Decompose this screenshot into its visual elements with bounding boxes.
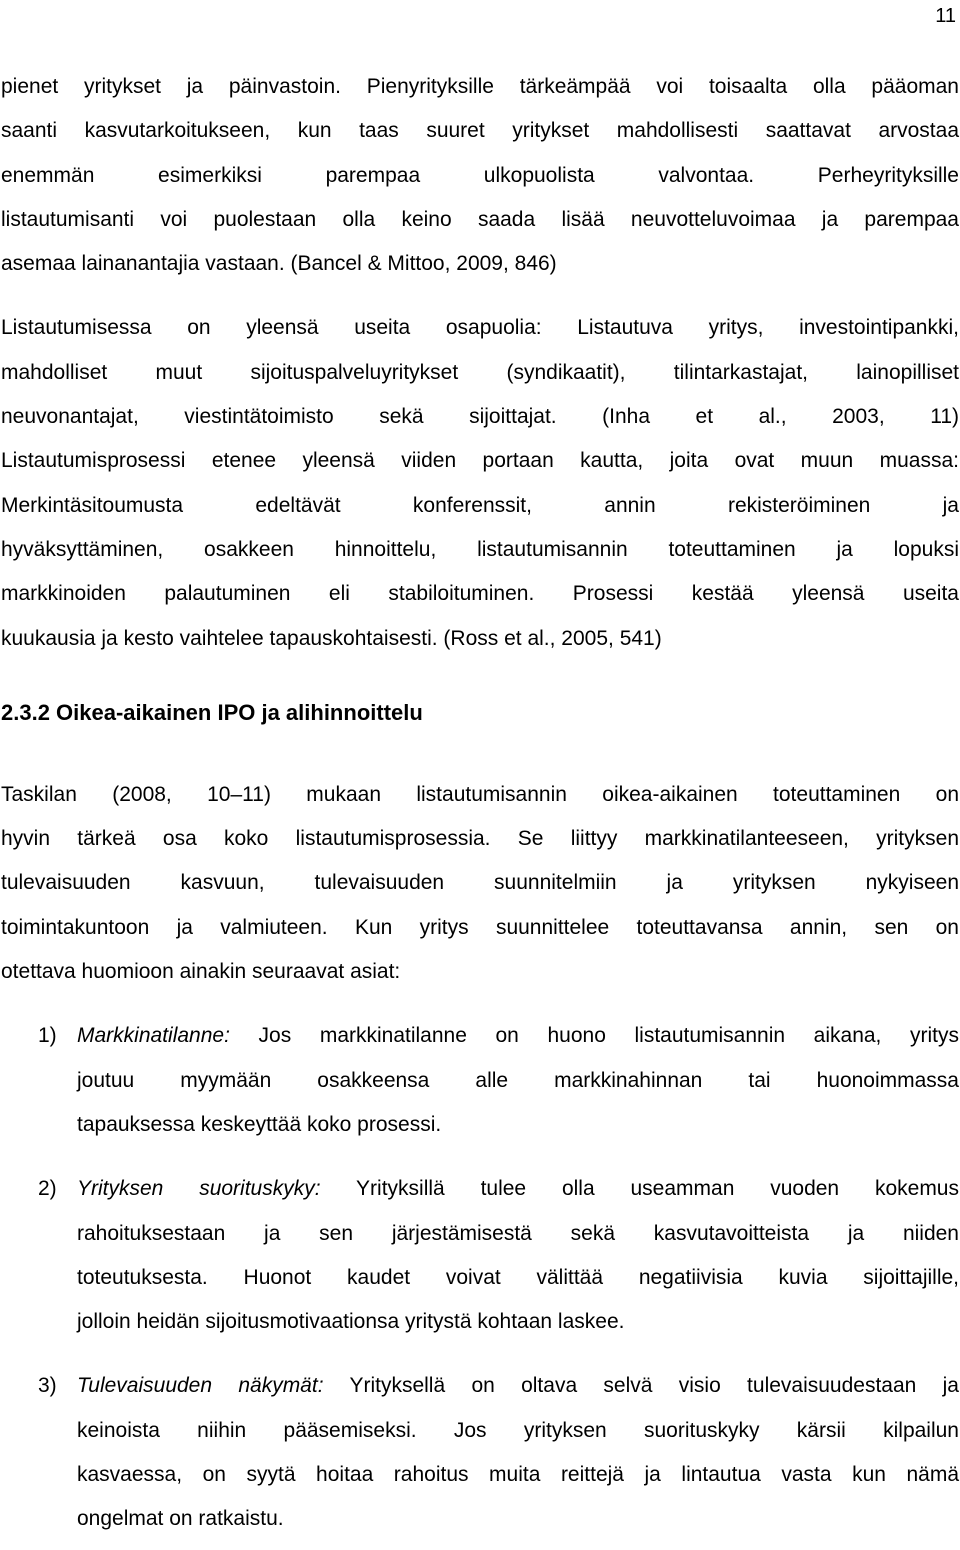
text-line: joutuu myymään osakkeensa alle markkinahinnan tai huonoimmassa [77, 1068, 959, 1092]
page-content [1, 65, 959, 1542]
list-text: Jos markkinatilanne on huono listautumisannin aikana, yritys [258, 1024, 959, 1048]
text-line [77, 1167, 959, 1211]
list-spacer [1, 1344, 959, 1364]
list-number: 1) [38, 1024, 57, 1048]
paragraph-spacer [1, 661, 959, 691]
paragraph-timing [1, 773, 959, 994]
text-line: Listautumisprosessi etenee yleensä viiden portaan kautta, joita ovat muun muassa: [1, 449, 959, 473]
text-line: rahoituksestaan ja sen järjestämisestä sekä kasvutavoitteista ja niiden [77, 1221, 959, 1245]
text-line: saanti kasvutarkoitukseen, kun taas suuret yritykset mahdollisesti saattavat arvostaa [1, 119, 959, 143]
page-number: 11 [935, 5, 956, 27]
text-line: markkinoiden palautuminen eli stabiloituminen. Prosessi kestää yleensä useita [1, 582, 959, 606]
list-term: Markkinatilanne: [77, 1024, 230, 1048]
text-line: asemaa lainanantajia vastaan. (Bancel & Mittoo, 2009, 846) [1, 252, 557, 276]
numbered-list [1, 1014, 959, 1541]
list-item-market-situation [1, 1014, 959, 1147]
text-line: keinoista niihin pääsemiseksi. Jos yrityksen suorituskyky kärsii kilpailun [77, 1418, 959, 1442]
list-item-future-outlook [1, 1364, 959, 1541]
text-line: hyväksyttäminen, osakkeen hinnoittelu, listautumisannin toteuttaminen ja lopuksi [1, 537, 959, 561]
section-heading: 2.3.2 Oikea-aikainen IPO ja alihinnoittelu [1, 699, 423, 725]
text-line: neuvonantajat, viestintätoimisto sekä sijoittajat. (Inha et al., 2003, 11) [1, 405, 959, 429]
text-line: tapauksessa keskeyttää koko prosessi. [77, 1112, 442, 1136]
text-line: Merkintäsitoumusta edeltävät konferenssit, annin rekisteröiminen ja [1, 493, 959, 517]
paragraph-spacer [1, 994, 959, 1014]
text-line: enemmän esimerkiksi parempaa ulkopuolista valvontaa. Perheyrityksille [1, 163, 959, 187]
text-line [77, 1014, 959, 1058]
text-line: pienet yritykset ja päinvastoin. Pienyrityksille tärkeämpää voi toisaalta olla pääoman [1, 75, 959, 98]
text-line [77, 1364, 959, 1408]
text-line: toteutuksesta. Huonot kaudet voivat välittää negatiivisia kuvia sijoittajille, [77, 1265, 959, 1289]
list-term: Yrityksen suorituskyky: [77, 1177, 321, 1201]
list-item-company-performance [1, 1167, 959, 1344]
text-line: ongelmat on ratkaistu. [77, 1507, 284, 1531]
text-line: Listautumisessa on yleensä useita osapuolia: Listautuva yritys, investointipankki, [1, 316, 959, 340]
list-term: Tulevaisuuden näkymät: [77, 1374, 324, 1398]
paragraph-spacer [1, 286, 959, 306]
paragraph-ipo-parties [1, 306, 959, 660]
text-line: Taskilan (2008, 10–11) mukaan listautumisannin oikea-aikainen toteuttaminen on [1, 782, 959, 806]
list-text: Yrityksellä on oltava selvä visio tulevaisuudestaan ja [349, 1374, 959, 1398]
list-number: 3) [38, 1374, 57, 1398]
text-line: mahdolliset muut sijoituspalveluyritykset (syndikaatit), tilintarkastajat, lainopilliset [1, 360, 959, 384]
text-line: listautumisanti voi puolestaan olla keino saada lisää neuvotteluvoimaa ja parempaa [1, 207, 959, 231]
text-line: jolloin heidän sijoitusmotivaationsa yritystä kohtaan laskee. [77, 1310, 625, 1334]
paragraph-ipo-motives [1, 65, 959, 286]
list-spacer [1, 1147, 959, 1167]
text-line: tulevaisuuden kasvuun, tulevaisuuden suunnitelmiin ja yrityksen nykyiseen [1, 871, 959, 895]
text-line: kuukausia ja kesto vaihtelee tapauskohtaisesti. (Ross et al., 2005, 541) [1, 626, 662, 650]
text-line: kasvaessa, on syytä hoitaa rahoitus muita reittejä ja lintautua vasta kun nämä [77, 1463, 959, 1487]
list-text: Yrityksillä tulee olla useamman vuoden kokemus [356, 1177, 959, 1201]
list-number: 2) [38, 1177, 57, 1201]
text-line: hyvin tärkeä osa koko listautumisprosessia. Se liittyy markkinatilanteeseen, yrityksen [1, 827, 959, 851]
text-line: toimintakuntoon ja valmiuteen. Kun yritys suunnittelee toteuttavansa annin, sen on [1, 915, 959, 939]
text-line: otettava huomioon ainakin seuraavat asiat: [1, 960, 401, 984]
paragraph-spacer [1, 735, 959, 773]
